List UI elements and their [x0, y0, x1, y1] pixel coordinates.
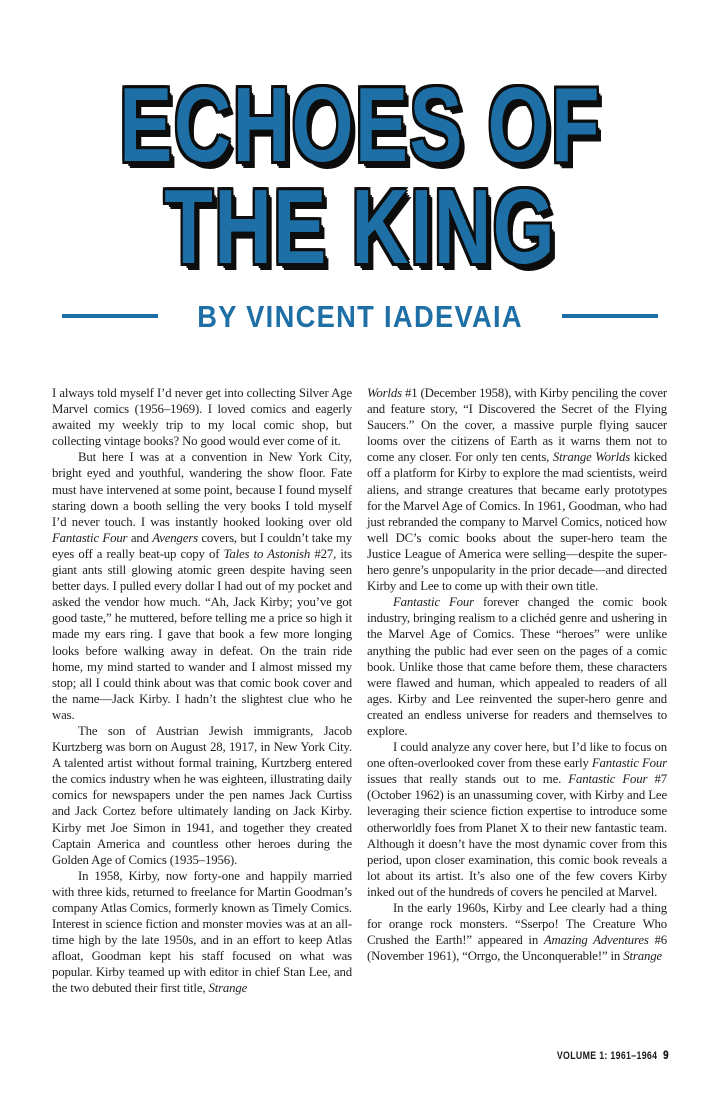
paragraph: [52, 723, 352, 868]
text-run: In the early 1960s, Kirby and Lee clearly had a thing for orange rock monsters. “Sserpo! The Creature Who Crushed the Earth!” appeared in: [367, 901, 667, 948]
italic-text-run: Strange Worlds: [552, 450, 631, 465]
text-run: #1 (December 1958), with Kirby penciling the cover and feature story, “I Discovered the Secret of the Flying Saucers.” On the cover, a massive purple flying saucer looms over the citizens of Earth as it warns them not to come any closer. For only ten cents,: [367, 386, 667, 465]
text-run: But here I was at a convention in New York City, bright eyed and youthful, wandering the show floor. Fate must have intervened at some point, because I found myself staring down a booth selling the very books I told myself I’d never touch. I was instantly hooked looking over old: [52, 450, 352, 529]
italic-text-run: Fantastic Four: [52, 530, 128, 545]
italic-text-run: Worlds: [367, 386, 402, 400]
footer-volume-label: VOLUME 1: 1961–1964: [556, 1050, 658, 1062]
paragraph: [52, 385, 352, 449]
italic-text-run: Fantastic Four: [393, 595, 474, 610]
article-title-line-1-text: ECHOES OF: [119, 66, 601, 184]
paragraph: [52, 449, 352, 723]
text-run: and: [127, 530, 153, 545]
text-run: forever changed the comic book industry, bringing realism to a clichéd genre and ushering in the Marvel Age of Comics. These “heroes” were unlike anything the public had ever seen on the pages of a comic book. Unlike those that came before them, these characters were flawed and human, which appealed to readers of all ages. Kirby and Lee reinvented the super-hero genre and created an endless universe for readers and themselves to explore.: [367, 595, 667, 738]
italic-text-run: Fantastic Four: [591, 756, 667, 771]
paragraph: [52, 868, 352, 997]
italic-text-run: Avengers: [152, 530, 198, 545]
text-run: In 1958, Kirby, now forty-one and happily married with three kids, returned to freelance for Martin Goodman’s company Atlas Comics, formerly known as Timely Comics. Interest in science fiction and monster movies was at an all-time high by the late 1950s, and in an effort to keep Atlas afloat, Goodman kept his staff focused on what was popular. Kirby teamed up with editor in chief Stan Lee, and the two debuted their first title,: [52, 868, 352, 996]
article-body: [52, 385, 668, 997]
byline-rule-right: [562, 314, 658, 318]
byline: BY VINCENT IADEVAIA: [197, 298, 523, 334]
text-run: I could analyze any cover here, but I’d like to focus on one often-overlooked cover from these early: [367, 740, 667, 771]
text-run: kicked off a platform for Kirby to explore the mad scientists, weird aliens, and strange creatures that became early prototypes for the Marvel Age of Comics. In 1961, Goodman, who had just rebranded the company to Marvel Comics, noticed how well DC’s comic books about the super-hero team the Justice League of America were selling—despite the super-hero genre’s unpopularity in the prior decade—and directed Kirby and Lee to come up with their own title.: [367, 450, 667, 594]
paragraph: [367, 739, 667, 900]
italic-text-run: Amazing Adventures: [543, 933, 649, 948]
paragraph: [367, 900, 667, 964]
footer: [557, 1048, 668, 1062]
article-title-line-2-text: THE KING: [164, 168, 556, 286]
byline-row: [0, 298, 720, 334]
text-column-right: [367, 385, 667, 997]
article-title-line-2: [0, 168, 720, 286]
text-run: The son of Austrian Jewish immigrants, Jacob Kurtzberg was born on August 28, 1917, in New York City. A talented artist without formal training, Kurtzberg entered the comics industry when he was eighteen, illustrating daily comics for newspapers under the pen names Jack Curtiss and Jack Cortez before ultimately landing on Jack Kirby. Kirby met Joe Simon in 1941, and together they created Captain America and countless other heroes during the Golden Age of Comics (1935–1956).: [52, 723, 352, 867]
text-run: #7 (October 1962) is an unassuming cover, with Kirby and Lee leveraging their science fiction expertise to introduce some otherworldly foes from Planet X to their new fantastic team. Although it doesn’t have the most dynamic cover from this period, upon closer examination, this comic book reveals a lot about its artist. It’s also one of the few covers Kirby inked out of the hundreds of covers he penciled at Marvel.: [367, 772, 667, 899]
text-column-left: [52, 385, 352, 997]
paragraph: [367, 594, 667, 739]
italic-text-run: Fantastic Four: [568, 772, 648, 787]
text-run: issues that really stands out to me.: [367, 772, 569, 787]
article-title-line-1: [0, 66, 720, 184]
paragraph: [367, 385, 667, 594]
page-number: 9: [662, 1048, 668, 1062]
italic-text-run: Tales to Astonish: [223, 546, 311, 561]
byline-rule-left: [62, 314, 158, 318]
text-run: #27, its giant ants still glowing atomic green despite having seen better days. I pulled every dollar I had out of my pocket and asked the vendor how much. “Ah, Jack Kirby; you’ve got good taste,” he muttered, before telling me a price so high it made my ears ring. I gave that book a few more longing looks before walking away in defeat. On the train ride home, my mind started to wander and I almost missed my stop; all I could think about was that comic book cover and the name—Jack Kirby. I hadn’t the slightest clue who he was.: [52, 546, 352, 722]
text-run: #6 (November 1961), “Orrgo, the Unconquerable!” in: [367, 933, 667, 964]
italic-text-run: Strange: [623, 949, 662, 964]
italic-text-run: Strange: [208, 981, 248, 996]
text-run: covers, but I couldn’t take my eyes off a really beat-up copy of: [52, 530, 352, 561]
text-run: I always told myself I’d never get into collecting Silver Age Marvel comics (1956–1969). I loved comics and eagerly awaited my weekly trip to my local comic shop, but collecting vintage books? No good would ever come of it.: [52, 386, 352, 449]
